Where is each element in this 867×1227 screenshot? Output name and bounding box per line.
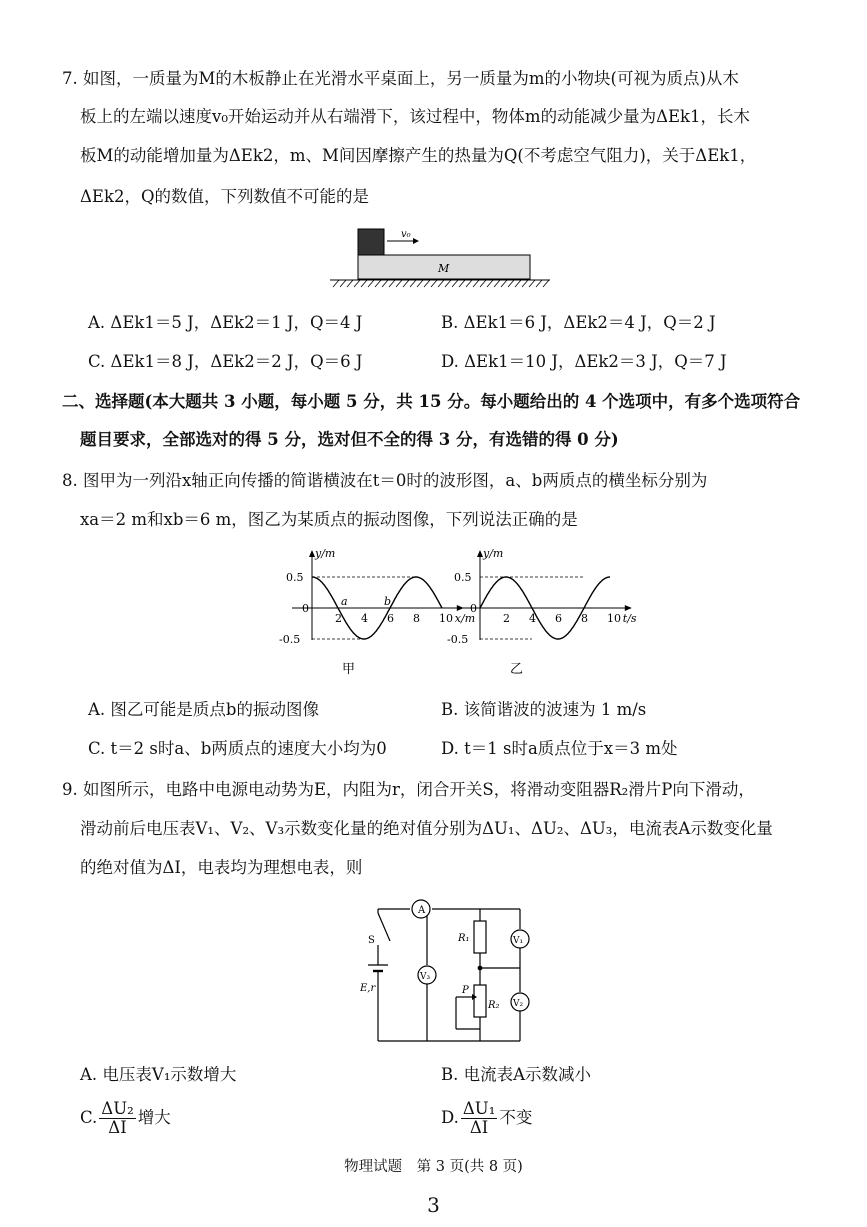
q7-line-1: 7. 如图，一质量为M的木板静止在光滑水平桌面上，另一质量为m的小物块(可视为质点)从木 [62,69,739,88]
y-tick-label-2: -0.5 [447,633,469,646]
q7-option-b: B. ΔEk1＝6 J，ΔEk2＝4 J，Q＝2 J [441,313,716,332]
q7-option-c: C. ΔEk1＝8 J，ΔEk2＝2 J，Q＝6 J [88,352,363,371]
board-label: M [438,262,450,275]
y-tick-label-1: 0 [470,602,477,615]
q9-option-d: D. $\frac{\text{ΔU₁}}{\Delta I}$ 不变 [441,1099,533,1137]
block-m [358,229,384,255]
q7-line-4: ΔEk2，Q的数值，下列数值不可能的是 [80,187,369,206]
svg-text:V₂: V₂ [513,999,524,1009]
point-label-a: a [341,595,348,608]
x-tick-label-3: 8 [581,612,588,625]
x-axis-label: t/s [622,612,637,625]
x-tick-label-1: 4 [361,612,368,625]
wave-chart-jia [279,545,476,680]
q9-line-1: 9. 如图所示，电路中电源电动势为E，内阻为r，闭合开关S，将滑动变阻器R₂滑片P向下滑动， [62,780,755,799]
svg-text:R₁: R₁ [458,933,470,944]
chart-caption: 甲 [342,662,356,677]
resistor-r1 [474,921,486,953]
v0-label: v₀ [401,229,411,240]
svg-text:E,r: E,r [360,983,376,994]
q9-line-3: 的绝对值为ΔI，电表均为理想电表，则 [80,858,363,877]
x-tick-label-4: 10 [607,612,621,625]
q8-option-d: D. t＝1 s时a质点位于x＝3 m处 [441,739,678,758]
q8-option-b: B. 该简谐波的波速为 1 m/s [441,700,647,719]
ground-hatch [333,280,549,287]
footer-title: 物理试题 第 3 页(共 8 页) [344,1159,523,1175]
x-tick-label-3: 8 [413,612,420,625]
q7-line-3: 板M的动能增加量为ΔEk2，m、M间因摩擦产生的热量为Q(不考虑空气阻力)，关于ΔEk1， [80,146,757,165]
svg-text:S: S [368,935,375,946]
rheostat-r2 [474,985,486,1017]
q8-line-1: 8. 图甲为一列沿x轴正向传播的简谐横波在t＝0时的波形图，a、b两质点的横坐标分别为 [62,471,708,490]
y-axis-label: y/m [483,547,504,560]
q9-option-a: A. 电压表V₁示数增大 [80,1065,237,1084]
x-tick-label-0: 2 [335,612,342,625]
x-tick-label-2: 6 [387,612,394,625]
section2-line-1: 二、选择题(本大题共 3 小题，每小题 5 分，共 15 分。每小题给出的 4 个选项中，有多个选项符合 [62,392,801,411]
point-label-b: b [384,595,392,608]
y-tick-label-0: 0.5 [454,571,472,584]
x-tick-label-2: 6 [555,612,562,625]
y-tick-label-0: 0.5 [286,571,304,584]
chart-caption: 乙 [510,662,524,677]
q8-option-c: C. t＝2 s时a、b两质点的速度大小均为0 [88,739,387,758]
x-tick-label-4: 10 [439,612,453,625]
svg-text:V₃: V₃ [420,972,431,982]
q8-line-2: xa＝2 m和xb＝6 m，图乙为某质点的振动图像，下列说法正确的是 [80,510,578,529]
x-tick-label-0: 2 [503,612,510,625]
q9-option-b: B. 电流表A示数减小 [441,1065,592,1084]
x-axis-arrow [625,605,632,611]
svg-text:V₁: V₁ [513,936,524,946]
q9-line-2: 滑动前后电压表V₁、V₂、V₃示数变化量的绝对值分别为ΔU₁、ΔU₂、ΔU₃，电流表A示数变化量 [80,819,773,838]
svg-text:A: A [418,905,426,916]
svg-text:P: P [462,985,469,996]
vibration-chart-yi [447,545,637,680]
q9-option-c: C. $\frac{\text{ΔU₂}}{\Delta I}$ 增大 [80,1099,171,1137]
x-tick-label-1: 4 [529,612,536,625]
y-tick-label-1: 0 [302,602,309,615]
q7-line-2: 板上的左端以速度v₀开始运动并从右端滑下，该过程中，物体m的动能减少量为ΔEk1，长木 [80,107,751,126]
x-axis-label: x/m [454,612,476,625]
y-tick-label-2: -0.5 [279,633,301,646]
page-number: 3 [427,1193,440,1217]
switch-s [378,913,390,941]
q9-circuit-diagram [360,893,540,1048]
q8-option-a: A. 图乙可能是质点b的振动图像 [88,700,319,719]
section2-line-2: 题目要求，全部选对的得 5 分，选对但不全的得 3 分，有选错的得 0 分) [80,430,619,449]
q7-option-d: D. ΔEk1＝10 J，ΔEk2＝3 J，Q＝7 J [441,352,727,371]
q7-board-figure [325,225,555,295]
q7-option-a: A. ΔEk1＝5 J，ΔEk2＝1 J，Q＝4 J [88,313,363,332]
svg-text:R₂: R₂ [488,1000,500,1011]
y-axis-label: y/m [315,547,336,560]
